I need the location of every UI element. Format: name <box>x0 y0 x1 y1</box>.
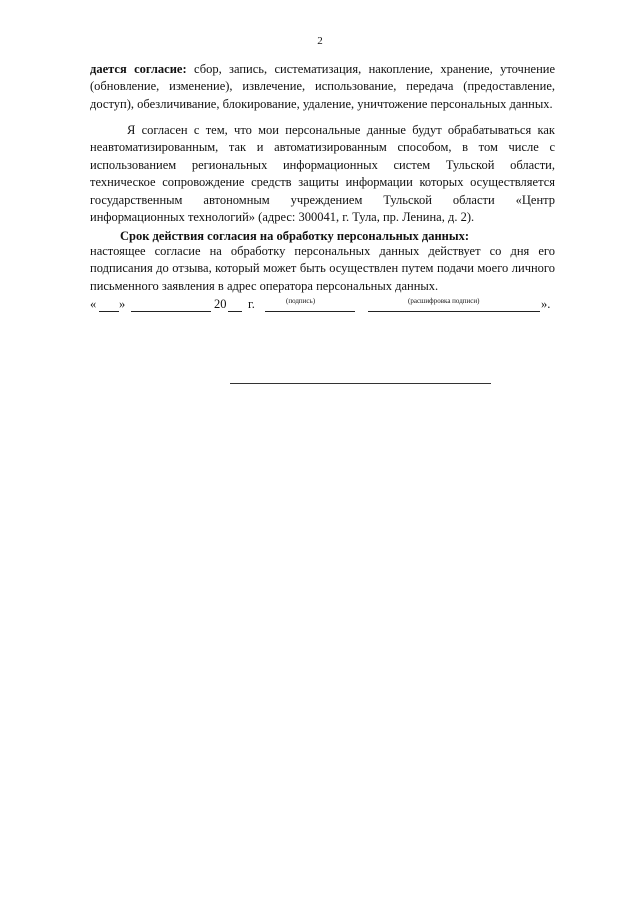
signature-blank <box>265 311 355 312</box>
year-suffix: г. <box>248 297 255 311</box>
signature-caption: (подпись) <box>286 297 316 305</box>
closing-divider <box>230 383 491 384</box>
day-open-quote: « <box>90 297 97 311</box>
year-blank <box>228 311 242 312</box>
day-blank <box>99 311 119 312</box>
consent-actions-paragraph <box>90 61 555 113</box>
validity-paragraph: настоящее согласие на обработку персональных данных действует со дня его подписания до отзыва, который может быть осуществлен путем подачи моего личного письменного заявления в адрес оператора персональных данных. <box>90 244 555 293</box>
name-decode-blank <box>368 311 540 312</box>
page-number: 2 <box>317 35 323 47</box>
validity-heading: Срок действия согласия на обработку персональных данных: <box>120 229 470 243</box>
consent-actions-text: сбор, запись, систематизация, накопление, хранение, уточнение (обновление, изменение), извлечение, использование, передача (предоставление, доступ), обезличивание, блокирование, удаление, уничтожение персональных данных. <box>90 62 555 111</box>
consent-lead: дается согласие: <box>90 62 187 76</box>
signature-row <box>90 297 560 327</box>
decode-caption: (расшифровка подписи) <box>408 297 480 305</box>
year-prefix: 20 <box>214 297 227 311</box>
month-blank <box>131 311 211 312</box>
end-quote: ». <box>541 297 551 311</box>
day-close-quote: » <box>119 297 126 311</box>
processing-method-paragraph: Я согласен с тем, что мои персональные данные будут обрабатываться как неавтоматизированным, так и автоматизированным способом, в том числе с использованием региональных информационных систем Тульской области, техническое сопровождение средств защиты информации которых осуществляется государственным автономным учреждением Тульской области «Центр информационных технологий» (адрес: 300041, г. Тула, пр. Ленина, д. 2). <box>90 123 555 225</box>
